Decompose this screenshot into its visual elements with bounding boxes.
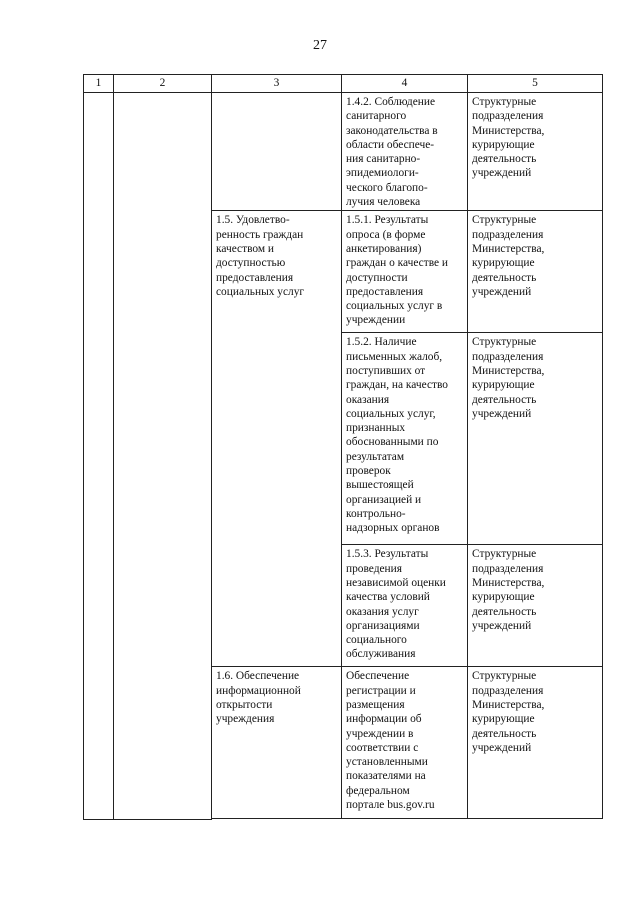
- column-header: 5: [468, 75, 603, 93]
- indicator-text: 1.5.2. Наличие письменных жалоб, поступивших от граждан, на качество оказания социальных услуг, признанных обоснованными по результатам проверок вышестоящей организацией и контрольно- надзорных органов: [346, 336, 448, 535]
- indicator-text: 1.5.1. Результаты опроса (в форме анкетирования) граждан о качестве и доступности предоставления социальных услуг в учреждении: [346, 214, 449, 327]
- column-header: 1: [84, 75, 114, 93]
- criterion-text: 1.5. Удовлетво- ренность граждан качеством и доступностью предоставления социальных услуг: [216, 214, 305, 298]
- indicator-text: 1.5.3. Результаты проведения независимой оценки качества условий оказания услуг организациями социального обслуживания: [346, 548, 446, 661]
- criterion-cell: [212, 93, 342, 211]
- indicator-cell: [342, 545, 468, 667]
- criterion-cell: [212, 211, 342, 667]
- responsible-text: Структурные подразделения Министерства, курирующие деятельность учреждений: [472, 96, 545, 180]
- responsible-cell: [468, 667, 603, 819]
- column-header: 2: [114, 75, 212, 93]
- responsible-text: Структурные подразделения Министерства, курирующие деятельность учреждений: [472, 670, 545, 754]
- responsible-text: Структурные подразделения Министерства, курирующие деятельность учреждений: [472, 214, 545, 298]
- indicator-cell: [342, 667, 468, 819]
- responsible-cell: [468, 333, 603, 545]
- column-2-cell: [114, 93, 212, 820]
- indicator-cell: [342, 211, 468, 333]
- table-row: [84, 93, 603, 211]
- criteria-table: [83, 74, 603, 820]
- responsible-cell: [468, 545, 603, 667]
- column-header: 4: [342, 75, 468, 93]
- criterion-text: 1.6. Обеспечение информационной открытости учреждения: [216, 670, 301, 726]
- responsible-cell: [468, 93, 603, 211]
- responsible-text: Структурные подразделения Министерства, курирующие деятельность учреждений: [472, 548, 545, 632]
- indicator-text: Обеспечение регистрации и размещения информации об учреждении в соответствии с установленными показателями на федеральном портале bus.gov.ru: [346, 670, 435, 812]
- indicator-text: 1.4.2. Соблюдение санитарного законодательства в области обеспече- ния санитарно- эпидемиологи- ческого благопо- лучия человека: [346, 96, 438, 209]
- responsible-cell: [468, 211, 603, 333]
- indicator-cell: [342, 93, 468, 211]
- column-1-cell: [84, 93, 114, 820]
- indicator-cell: [342, 333, 468, 545]
- table-header-row: [84, 75, 603, 93]
- responsible-text: Структурные подразделения Министерства, курирующие деятельность учреждений: [472, 336, 545, 420]
- criterion-cell: [212, 667, 342, 819]
- column-header: 3: [212, 75, 342, 93]
- page-number: 27: [313, 38, 327, 53]
